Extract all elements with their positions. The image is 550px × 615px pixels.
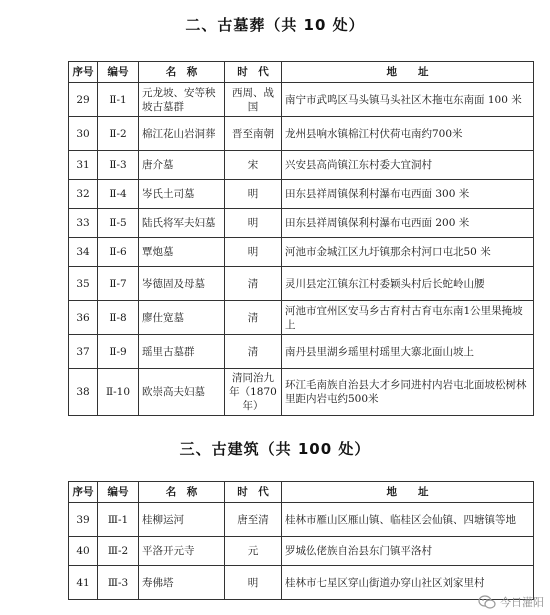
cell-address: 河池市金城江区九圩镇那余村河口屯北50 米 — [282, 238, 534, 267]
cell-seq: 38 — [69, 369, 98, 416]
header-seq: 序号 — [69, 62, 98, 83]
wechat-logo-icon — [478, 595, 496, 609]
cell-code: Ⅱ-6 — [98, 238, 139, 267]
cell-era: 元 — [225, 537, 282, 566]
cell-seq: 35 — [69, 267, 98, 301]
cell-address: 河池市宜州区安马乡古育村古育屯东南1公里果掩坡上 — [282, 301, 534, 335]
cell-code: Ⅱ-4 — [98, 180, 139, 209]
cell-code: Ⅱ-1 — [98, 83, 139, 117]
cell-seq: 41 — [69, 566, 98, 600]
cell-seq: 29 — [69, 83, 98, 117]
cell-code: Ⅱ-3 — [98, 151, 139, 180]
cell-seq: 33 — [69, 209, 98, 238]
cell-name: 平洛开元寺 — [139, 537, 225, 566]
header-code: 编号 — [98, 482, 139, 503]
cell-code: Ⅱ-8 — [98, 301, 139, 335]
table-row — [69, 180, 534, 209]
table-header-row — [69, 62, 534, 83]
cell-era: 清 — [225, 267, 282, 301]
table-row — [69, 83, 534, 117]
header-era: 时 代 — [225, 62, 282, 83]
table-row — [69, 117, 534, 151]
cell-seq: 40 — [69, 537, 98, 566]
cell-address: 罗城仫佬族自治县东门镇平洛村 — [282, 537, 534, 566]
cell-seq: 32 — [69, 180, 98, 209]
header-seq: 序号 — [69, 482, 98, 503]
cell-era: 宋 — [225, 151, 282, 180]
cell-code: Ⅱ-10 — [98, 369, 139, 416]
header-name: 名 称 — [139, 62, 225, 83]
table-header-row — [69, 482, 534, 503]
cell-era: 晋至南朝 — [225, 117, 282, 151]
cell-name: 陆氏将军夫妇墓 — [139, 209, 225, 238]
cell-name: 廖仕宽墓 — [139, 301, 225, 335]
header-code: 编号 — [98, 62, 139, 83]
section-title-ancient-tombs: 二、古墓葬（共 10 处） — [185, 16, 365, 34]
cell-name: 桂柳运河 — [139, 503, 225, 537]
cell-code: Ⅱ-2 — [98, 117, 139, 151]
cell-era: 明 — [225, 238, 282, 267]
cell-name: 覃炮墓 — [139, 238, 225, 267]
cell-era: 明 — [225, 209, 282, 238]
cell-address: 田东县祥周镇保利村瀑布屯西面 200 米 — [282, 209, 534, 238]
cell-address: 环江毛南族自治县大才乡同进村内岩屯北面坡松树林里距内岩屯约500米 — [282, 369, 534, 416]
cell-code: Ⅲ-1 — [98, 503, 139, 537]
table-row — [69, 566, 534, 600]
cell-code: Ⅲ-3 — [98, 566, 139, 600]
cell-name: 欧崇高夫妇墓 — [139, 369, 225, 416]
table-row — [69, 537, 534, 566]
header-era: 时 代 — [225, 482, 282, 503]
cell-era: 清 — [225, 335, 282, 369]
watermark-text: 今日灌阳 — [500, 596, 544, 609]
cell-address: 桂林市雁山区雁山镇、临桂区会仙镇、四塘镇等地 — [282, 503, 534, 537]
table-row — [69, 301, 534, 335]
section-title-ancient-buildings: 三、古建筑（共 100 处） — [179, 440, 371, 458]
table-row — [69, 503, 534, 537]
cell-era: 唐至清 — [225, 503, 282, 537]
cell-name: 寿佛塔 — [139, 566, 225, 600]
table-row — [69, 151, 534, 180]
cell-code: Ⅱ-7 — [98, 267, 139, 301]
table-row — [69, 238, 534, 267]
table-row — [69, 267, 534, 301]
cell-era: 西周、战国 — [225, 83, 282, 117]
cell-seq: 37 — [69, 335, 98, 369]
ancient-buildings-table — [68, 481, 534, 600]
cell-address: 南宁市武鸣区马头镇马头社区木拖屯东南面 100 米 — [282, 83, 534, 117]
cell-seq: 36 — [69, 301, 98, 335]
cell-name: 瑶里古墓群 — [139, 335, 225, 369]
header-address: 地 址 — [282, 482, 534, 503]
cell-address: 桂林市七星区穿山街道办穿山社区刘家里村 — [282, 566, 534, 600]
ancient-tombs-table — [68, 61, 534, 416]
table-row — [69, 369, 534, 416]
cell-address: 南丹县里湖乡瑶里村瑶里大寨北面山坡上 — [282, 335, 534, 369]
cell-name: 唐介墓 — [139, 151, 225, 180]
cell-era: 明 — [225, 566, 282, 600]
table-row — [69, 335, 534, 369]
cell-address: 灵川县定江镇东江村委颖头村后长蛇岭山腰 — [282, 267, 534, 301]
cell-era: 清 — [225, 301, 282, 335]
header-address: 地 址 — [282, 62, 534, 83]
table-row — [69, 209, 534, 238]
cell-seq: 34 — [69, 238, 98, 267]
cell-name: 元龙坡、安等秧坡古墓群 — [139, 83, 225, 117]
cell-name: 岑氏土司墓 — [139, 180, 225, 209]
cell-address: 田东县祥周镇保利村瀑布屯西面 300 米 — [282, 180, 534, 209]
cell-era: 明 — [225, 180, 282, 209]
header-name: 名 称 — [139, 482, 225, 503]
cell-code: Ⅲ-2 — [98, 537, 139, 566]
cell-address: 龙州县响水镇棉江村伏荷屯南约700米 — [282, 117, 534, 151]
cell-address: 兴安县高尚镇江东村委大宜洞村 — [282, 151, 534, 180]
cell-seq: 30 — [69, 117, 98, 151]
watermark — [478, 594, 544, 610]
cell-name: 岑德固及母墓 — [139, 267, 225, 301]
cell-seq: 31 — [69, 151, 98, 180]
cell-code: Ⅱ-5 — [98, 209, 139, 238]
cell-code: Ⅱ-9 — [98, 335, 139, 369]
cell-seq: 39 — [69, 503, 98, 537]
cell-era: 清同治九年（1870年） — [225, 369, 282, 416]
cell-name: 棉江花山岩洞葬 — [139, 117, 225, 151]
